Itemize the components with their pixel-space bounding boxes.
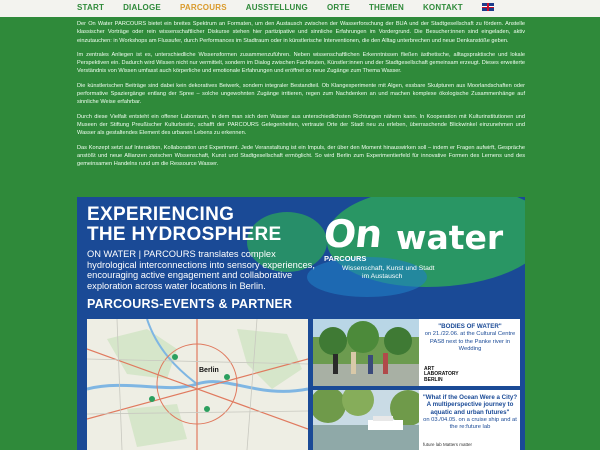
- nav-item-themen[interactable]: THEMEN: [368, 3, 404, 12]
- logo-subtitle-1: Wissenschaft, Kunst und Stadt: [342, 265, 435, 272]
- event-photo: [313, 390, 419, 450]
- paragraph-4: Durch diese Vielfalt entsteht ein offener Laborraum, in dem man sich dem Wasser aus unterschiedlichsten Richtungen nähern kann. In Kooperation mit Kulturinstitutionen und Museen der Stiftung Preußischer Kulturbesitz, schafft der PARCOURS Gelegenheiten, vertraute Orte der Stadt neu zu erleben, überraschende Blickwinkel einzunehmen und Wasser als gestaltendes Element des urbanen Lebens zu erkennen.: [77, 113, 525, 137]
- event-title: "What if the Ocean Were a City? A multiperspective journey to aquatic and urban futures": [422, 394, 518, 416]
- paragraph-3: Die künstlerischen Beiträge sind dabei kein dekoratives Beiwerk, sondern integraler Bestandteil. Ob Klangexperimente mit Algen, essbare Skulpturen aus Moorlandschaften oder performative Spaziergänge entlang der Spree – solche ungewohnten Zugänge irritieren, regen zum Nachdenken an und machen komplexe ökologische Zusammenhänge auf sinnliche Weise erfahrbar.: [77, 82, 525, 106]
- event-partner-logos: future lab Matters matter: [423, 442, 473, 447]
- event-description: on 03./04.05. on a cruise ship and at the re:future lab: [423, 416, 517, 431]
- banner-description: ON WATER | PARCOURS translates complex hydrological interconnections into sensory experiences, encouraging active engagement and collaborative exploration across water locations in Berlin.: [87, 249, 315, 291]
- map-city-label: Berlin: [199, 367, 219, 374]
- map-graphic: [87, 319, 308, 450]
- paragraph-5: Das Konzept setzt auf Interaktion, Kollaboration und Experiment. Jede Veranstaltung ist ein Impuls, der über den Moment hinauswirken soll – indem er Fragen aufwirft, Gespräche anstößt und neue Allianzen zwischen Wissenschaft, Kunst und Stadtgesellschaft ermöglicht. So wird Berlin zum Experimentierfeld für innovative Formen des Lernens und des gemeinsamen Handelns rund um die Ressource Wasser.: [77, 144, 525, 168]
- intro-text: [77, 20, 525, 174]
- banner-heading-line1: EXPERIENCING: [87, 204, 235, 225]
- event-description: on 21./22.06. at the Cultural Centre PAS8 next to the Panke river in Wedding: [424, 331, 516, 352]
- nav-item-start[interactable]: START: [77, 3, 105, 12]
- nav-items: [77, 3, 494, 12]
- event-partner-logo: ART LABORATORY BERLIN: [424, 366, 459, 383]
- event-text: [421, 394, 519, 431]
- logo-on: On: [321, 212, 384, 256]
- banner-subheading: PARCOURS-EVENTS & PARTNER: [87, 297, 293, 311]
- nav-item-orte[interactable]: ORTE: [326, 3, 350, 12]
- top-navigation: [0, 0, 600, 17]
- banner-heading-line2: THE HYDROSPHERE: [87, 224, 282, 245]
- banner-heading: [87, 205, 282, 245]
- nav-item-ausstellung[interactable]: AUSSTELLUNG: [245, 3, 308, 12]
- event-card[interactable]: [313, 319, 520, 386]
- paragraph-2: Im zentrales Anliegen ist es, unterschiedliche Wissensformen zusammenzuführen. Neben wissenschaftlichen Erkenntnissen fließen ästhetische, alltagspraktische und lokale Perspektiven ein. Dadurch wird Wissen nicht nur vermittelt, sondern im Dialog zwischen Fachleuten, Künstler:innen und der Stadtgesellschaft gemeinsam erzeugt. Dieses erweiterte Verständnis von Wissen umfasst auch körperliche und emotionale Erfahrungen und eröffnet so neue Zugänge zum Thema Wasser.: [77, 51, 525, 75]
- nav-item-parcours[interactable]: PARCOURS: [179, 3, 227, 12]
- hydrosphere-banner: [77, 197, 525, 450]
- logo-water: water: [396, 218, 504, 257]
- on-water-logo: [321, 212, 524, 287]
- logo-parcours: PARCOURS: [324, 254, 367, 263]
- event-card[interactable]: [313, 390, 520, 450]
- nav-item-dialoge[interactable]: DIALOGE: [123, 3, 161, 12]
- uk-flag-icon[interactable]: [482, 3, 494, 11]
- nav-item-kontakt[interactable]: KONTAKT: [422, 3, 463, 12]
- logo-subtitle-2: im Austausch: [362, 273, 403, 280]
- event-title: "BODIES OF WATER": [438, 323, 502, 330]
- paragraph-1: Der On Water PARCOURS bietet ein breites Spektrum an Formaten, um den Austausch zwischen der Wasserforschung der BUA und der Stadtgesellschaft zu fördern. Anstelle klassischer Vorträge oder rein wissenschaftlicher Diskurse stehen hier partizipative und sinnliche Erfahrungen im Vordergrund. Die Besucher:innen sind eingeladen, aktiv einzutauchen: in Workshops am Flussufer, durch Performances im Stadtraum oder in künstlerische Interventionen, die den Alltag unterbrechen und neue Denkanstöße geben.: [77, 21, 525, 44]
- berlin-map[interactable]: [87, 319, 308, 450]
- event-text: [421, 323, 519, 353]
- event-photo: [313, 319, 419, 386]
